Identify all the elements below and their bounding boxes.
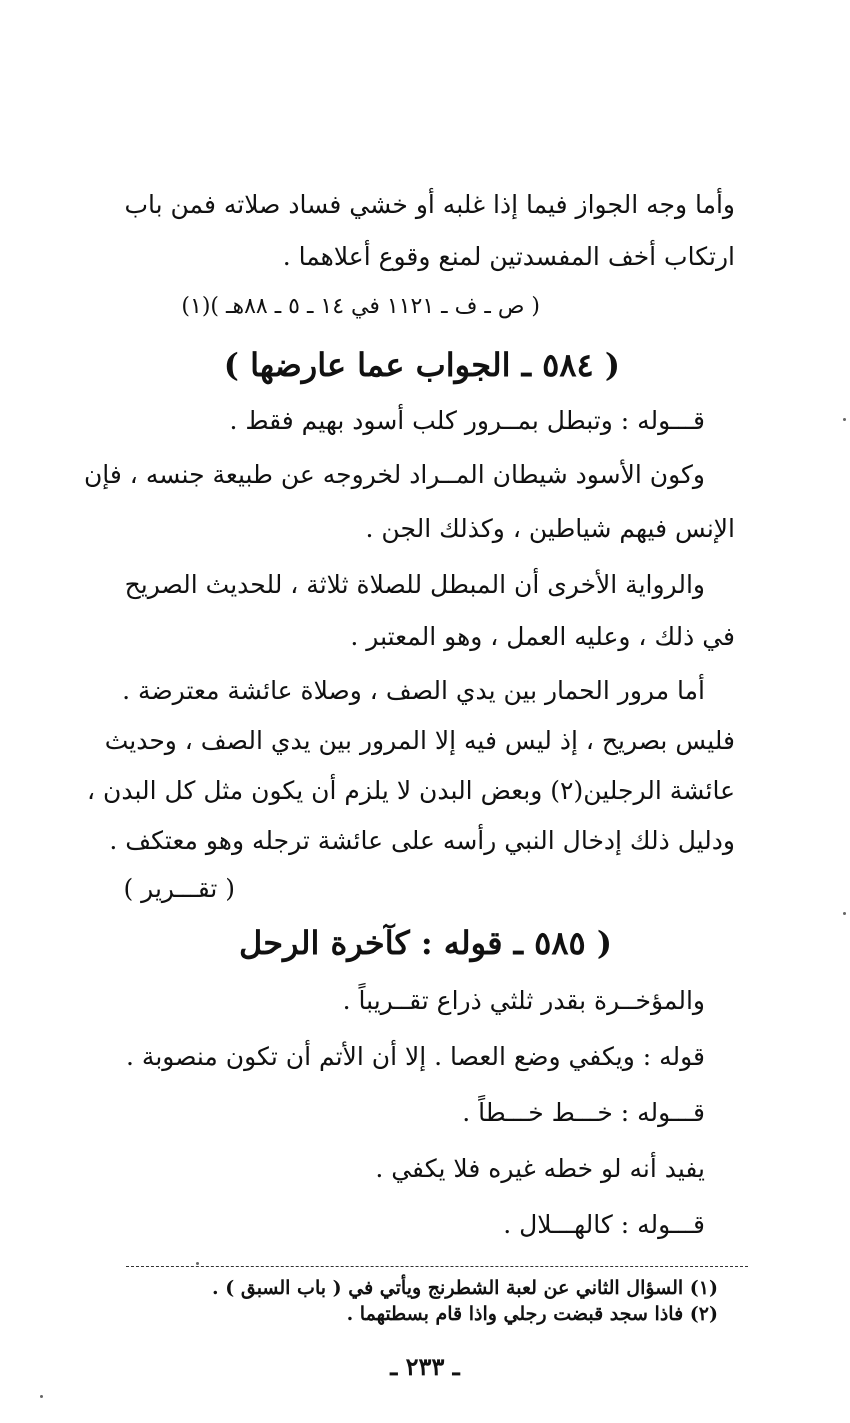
paragraph-line: أما مرور الحمار بين يدي الصف ، وصلاة عائشة معترضة . [122,676,705,705]
footnote: (٢) فاذا سجد قبضت رجلي واذا قام بسطتهما . [346,1303,718,1325]
paragraph-line: ودليل ذلك إدخال النبي رأسه على عائشة ترجله وهو معتكف . [109,826,735,855]
section-heading: ( ٥٨٥ ـ قوله : كآخرة الرحل [239,924,612,962]
paragraph-line: قوله : ويكفي وضع العصا . إلا أن الأتم أن تكون منصوبة . [126,1042,705,1071]
source-reference: ( تقـــرير ) [123,874,235,903]
scan-speck [40,1395,43,1398]
footnote: (١) السؤال الثاني عن لعبة الشطرنج ويأتي في ( باب السبق ) . [212,1277,718,1299]
page-number: ـ ٢٣٣ ـ [390,1352,460,1381]
paragraph-line: والرواية الأخرى أن المبطل للصلاة ثلاثة ، للحديث الصريح [124,570,705,599]
section-heading: ( ٥٨٤ ـ الجواب عما عارضها ) [223,346,620,384]
paragraph-line: وأما وجه الجواز فيما إذا غلبه أو خشي فساد صلاته فمن باب [124,190,735,219]
paragraph-line: عائشة الرجلين(٢) وبعض البدن لا يلزم أن يكون مثل كل البدن ، [87,776,735,805]
paragraph-line: الإنس فيهم شياطين ، وكذلك الجن . [365,514,735,543]
paragraph-line: يفيد أنه لو خطه غيره فلا يكفي . [375,1154,705,1183]
paragraph-line: وكون الأسود شيطان المــراد لخروجه عن طبيعة جنسه ، فإن [83,460,705,489]
paragraph-line: ارتكاب أخف المفسدتين لمنع وقوع أعلاهما . [282,242,735,271]
footnote-separator [126,1266,748,1267]
scan-speck [196,1262,199,1265]
paragraph-line: والمؤخــرة بقدر ثلثي ذراع تقــريباً . [342,986,705,1015]
paragraph-line: فليس بصريح ، إذ ليس فيه إلا المرور بين يدي الصف ، وحديث [104,726,735,755]
paragraph-line: قـــوله : خـــط خـــطاً . [462,1098,705,1127]
scan-speck [843,912,846,915]
source-reference: ( ص ـ ف ـ ١١٢١ في ١٤ ـ ٥ ـ ٨٨هـ )(١) [181,294,540,319]
scan-speck [843,418,846,421]
paragraph-line: قـــوله : كالهـــلال . [503,1210,705,1239]
paragraph-line: في ذلك ، وعليه العمل ، وهو المعتبر . [350,622,735,651]
paragraph-line: قـــوله : وتبطل بمــرور كلب أسود بهيم فقط . [229,406,705,435]
